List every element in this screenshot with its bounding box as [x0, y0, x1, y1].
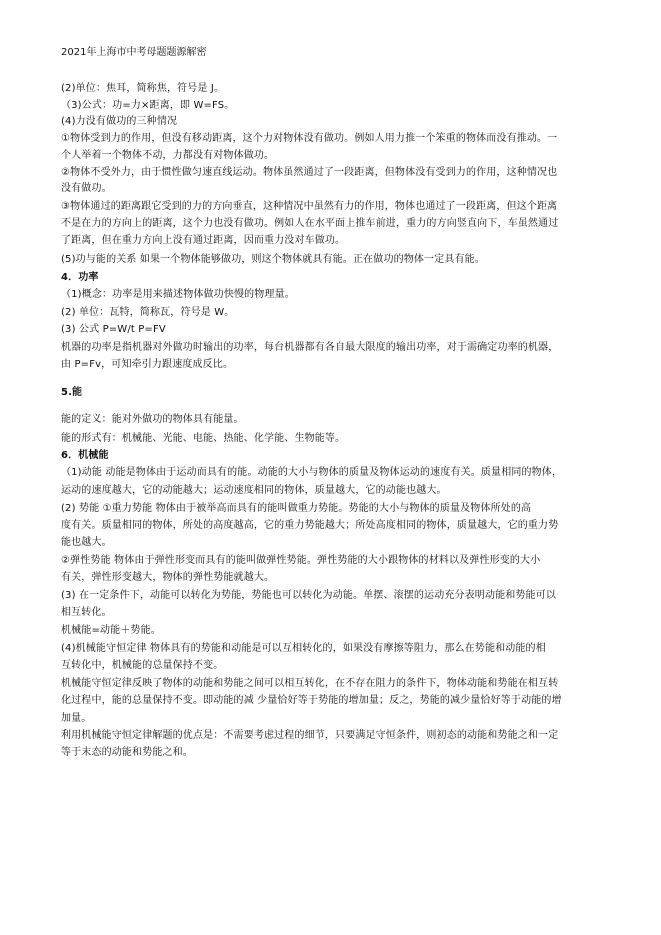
text-line: 有关，弹性形变越大，物体的弹性势能就越大。 [61, 572, 275, 583]
text-line: (4)机械能守恒定律 物体具有的势能和动能是可以互相转化的，如果没有摩擦等阻力，那么在势能和动能的相 [61, 643, 546, 654]
text-line: 没有做功。 [61, 183, 112, 194]
text-line: (2) 单位：瓦特，简称瓦，符号是 W。 [61, 307, 235, 318]
text-line: 由 P=Fv，可知牵引力跟速度成反比。 [61, 359, 234, 370]
text-line: 机器的功率是指机器对外做功时输出的功率，每台机器都有各自最大限度的输出功率，对于需确定功率的机器， [61, 342, 559, 353]
text-line: 个人举着一个物体不动，力都没有对物体做功。 [61, 150, 275, 161]
text-line: ②物体不受外力，由于惯性做匀速直线运动。物体虽然通过了一段距离，但物体没有受到力的作用，这种情况也 [61, 167, 558, 178]
text-line: (3) 在一定条件下，动能可以转化为势能，势能也可以转化为动能。单摆、滚摆的运动充分表明动能和势能可以 [61, 590, 556, 601]
text-line: 相互转化。 [61, 607, 112, 618]
text-line: 运动的速度越大，它的动能越大；运动速度相同的物体，质量越大，它的动能也越大。 [61, 485, 447, 496]
text-line: ②弹性势能 物体由于弹性形变而具有的能叫做弹性势能。弹性势能的大小跟物体的材料以及弹性形变的大小 [61, 555, 541, 566]
text-line: ③物体通过的距离跟它受到的力的方向垂直，这种情况中虽然有力的作用，物体也通过了一段距离，但这个距离 [61, 201, 558, 212]
text-line: 能也越大。 [61, 537, 112, 548]
text-line: 能的形式有：机械能、光能、电能、热能、化学能、生物能等。 [61, 433, 346, 444]
text-line: 等于末态的动能和势能之和。 [61, 747, 193, 758]
text-line: (4)力没有做功的三种情况 [61, 116, 178, 127]
section-heading-energy: 5.能 [61, 387, 83, 398]
text-line: （1)概念：功率是用来描述物体做功快慢的物理量。 [61, 289, 295, 300]
text-line: 利用机械能守恒定律解题的优点是：不需要考虑过程的细节，只要满足守恒条件，则初态的动能和势能之和一定 [61, 730, 559, 741]
text-line: 机械能守恒定律反映了物体的动能和势能之间可以相互转化，在不存在阻力的条件下，物体动能和势能在相互转 [61, 678, 559, 689]
text-line: (2)单位：焦耳，简称焦，符号是 J。 [61, 83, 225, 94]
text-line: (3) 公式 P=W/t P=FV [61, 324, 166, 335]
section-heading-mechanical-energy: 6．机械能 [61, 450, 109, 461]
text-line: 机械能=动能＋势能。 [61, 625, 161, 636]
text-line: 互转化中，机械能的总量保持不变。 [61, 660, 224, 671]
text-line: (5)功与能的关系 如果一个物体能够做功，则这个物体就具有能。正在做功的物体一定具有能。 [61, 254, 485, 265]
text-line: 不是在力的方向上的距离，这个力也没有做功。例如人在水平面上推车前进，重力的方向竖直向下，车虽然通过 [61, 218, 559, 229]
text-line: 化过程中，能的总量保持不变。即动能的减 少量恰好等于势能的增加量；反之，势能的减少量恰好等于动能的增 [61, 695, 562, 706]
section-heading-power: 4．功率 [61, 272, 99, 283]
text-line: 了距离，但在重力方向上没有通过距离，因而重力没对车做功。 [61, 235, 346, 246]
text-line: ①物体受到力的作用，但没有移动距离，这个力对物体没有做功。例如人用力推一个笨重的物体而没有推动。一 [61, 133, 558, 144]
text-line: （1)动能 动能是物体由于运动而具有的能。动能的大小与物体的质量及物体运动的速度有关。质量相同的物体， [61, 467, 563, 478]
text-line: 加量。 [61, 713, 92, 724]
text-line: (2) 势能 ①重力势能 物体由于被举高而具有的能叫做重力势能。势能的大小与物体的质量及物体所处的高 [61, 503, 532, 514]
text-line: （3)公式：功=力×距离，即 W=FS。 [61, 100, 235, 111]
page-header: 2021年上海市中考母题题源解密 [61, 47, 207, 58]
text-line: 度有关。质量相同的物体，所处的高度越高，它的重力势能越大；所处高度相同的物体，质量越大，它的重力势 [61, 520, 559, 531]
text-line: 能的定义：能对外做功的物体具有能量。 [61, 414, 244, 425]
